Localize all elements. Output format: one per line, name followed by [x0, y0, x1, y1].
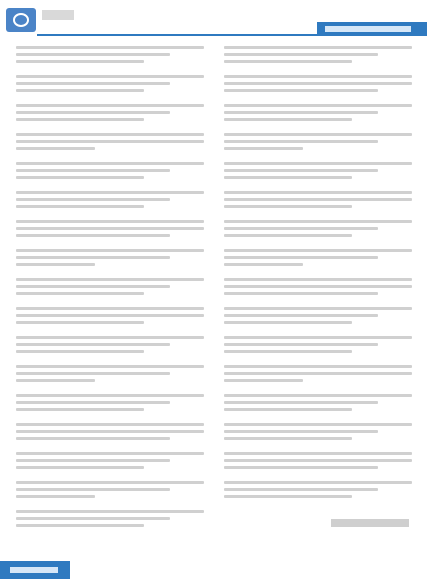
reference-line	[224, 162, 412, 165]
reference-line	[16, 169, 170, 172]
reference-line	[224, 75, 412, 78]
left-reference-column	[16, 46, 204, 538]
header-rule	[37, 34, 317, 36]
reference-line	[224, 437, 352, 440]
reference-line	[224, 176, 352, 179]
reference-line	[16, 524, 144, 527]
reference-entry-placeholder	[224, 249, 412, 273]
reference-line	[16, 459, 170, 462]
reference-line	[224, 89, 378, 92]
reference-line	[16, 249, 204, 252]
reference-entry-placeholder	[16, 481, 204, 505]
reference-line	[16, 89, 144, 92]
journal-header-band	[317, 22, 427, 36]
reference-line	[224, 263, 303, 266]
reference-line	[224, 307, 412, 310]
reference-line	[16, 198, 170, 201]
reference-line	[224, 249, 412, 252]
reference-line	[224, 466, 378, 469]
reference-line	[16, 147, 95, 150]
reference-line	[224, 82, 412, 85]
reference-line	[224, 104, 412, 107]
reference-line	[224, 147, 303, 150]
reference-line	[16, 379, 95, 382]
reference-line	[16, 205, 144, 208]
editor-note-placeholder	[331, 519, 409, 527]
reference-line	[224, 111, 378, 114]
footer-label-tab	[0, 561, 70, 579]
reference-line	[224, 379, 303, 382]
reference-line	[16, 307, 204, 310]
reference-line	[16, 191, 204, 194]
reference-line	[224, 140, 378, 143]
reference-line	[16, 401, 170, 404]
page-footer	[0, 561, 427, 579]
reference-line	[224, 191, 412, 194]
reference-line	[16, 481, 204, 484]
reference-line	[224, 133, 412, 136]
reference-entry-placeholder	[16, 365, 204, 389]
reference-line	[224, 285, 412, 288]
reference-line	[16, 104, 204, 107]
reference-entry-placeholder	[224, 191, 412, 215]
reference-line	[224, 321, 352, 324]
reference-line	[224, 53, 378, 56]
reference-line	[224, 292, 378, 295]
reference-entry-placeholder	[16, 191, 204, 215]
reference-line	[16, 263, 95, 266]
reference-entry-placeholder	[224, 394, 412, 418]
reference-line	[224, 234, 352, 237]
reference-line	[16, 46, 204, 49]
reference-line	[224, 227, 378, 230]
reference-entry-placeholder	[16, 394, 204, 418]
reference-line	[16, 133, 204, 136]
reference-line	[16, 466, 144, 469]
reference-line	[16, 220, 204, 223]
reference-line	[224, 365, 412, 368]
reference-line	[16, 162, 204, 165]
reference-entry-placeholder	[16, 249, 204, 273]
reference-line	[16, 60, 144, 63]
reference-entry-placeholder	[16, 510, 204, 534]
reference-line	[16, 234, 170, 237]
reference-line	[224, 452, 412, 455]
reference-line	[16, 495, 95, 498]
reference-entry-placeholder	[224, 162, 412, 186]
reference-line	[16, 510, 204, 513]
page-header	[0, 0, 427, 42]
reference-entry-placeholder	[16, 278, 204, 302]
reference-line	[224, 336, 412, 339]
reference-line	[224, 430, 378, 433]
reference-line	[224, 488, 378, 491]
reference-line	[16, 343, 170, 346]
reference-line	[224, 205, 352, 208]
reference-line	[16, 517, 170, 520]
page-number-placeholder	[42, 10, 74, 20]
reference-line	[16, 227, 204, 230]
reference-line	[224, 46, 412, 49]
reference-line	[224, 481, 412, 484]
reference-line	[16, 285, 170, 288]
right-reference-column	[224, 46, 412, 538]
reference-line	[16, 408, 144, 411]
reference-entry-placeholder	[224, 365, 412, 389]
reference-line	[16, 82, 170, 85]
reference-entry-placeholder	[16, 104, 204, 128]
reference-line	[16, 430, 204, 433]
reference-entry-placeholder	[16, 423, 204, 447]
reference-line	[16, 452, 204, 455]
reference-entry-placeholder	[224, 307, 412, 331]
reference-line	[224, 314, 378, 317]
reference-entry-placeholder	[16, 307, 204, 331]
reference-entry-placeholder	[224, 278, 412, 302]
reference-line	[16, 111, 170, 114]
reference-entry-placeholder	[16, 133, 204, 157]
journal-header-text-placeholder	[325, 26, 411, 32]
reference-entry-placeholder	[16, 75, 204, 99]
reference-line	[16, 118, 144, 121]
reference-line	[224, 401, 378, 404]
reference-line	[16, 350, 144, 353]
reference-line	[16, 336, 204, 339]
reference-entry-placeholder	[224, 46, 412, 70]
reference-line	[16, 423, 204, 426]
reference-line	[224, 495, 352, 498]
reference-entry-placeholder	[16, 220, 204, 244]
reference-entry-placeholder	[16, 336, 204, 360]
reference-line	[16, 256, 170, 259]
reference-line	[16, 292, 144, 295]
reference-line	[224, 278, 412, 281]
reference-line	[224, 198, 412, 201]
reference-entry-placeholder	[16, 452, 204, 476]
footer-label-placeholder	[10, 567, 58, 573]
journal-logo	[6, 8, 36, 32]
reference-entry-placeholder	[224, 104, 412, 128]
reference-entry-placeholder	[16, 46, 204, 70]
reference-line	[16, 278, 204, 281]
reference-line	[16, 314, 204, 317]
reference-line	[224, 343, 378, 346]
reference-line	[16, 75, 204, 78]
reference-entry-placeholder	[224, 133, 412, 157]
reference-line	[16, 437, 170, 440]
reference-line	[224, 408, 352, 411]
reference-line	[224, 169, 378, 172]
reference-line	[16, 365, 204, 368]
reference-line	[224, 256, 378, 259]
reference-entry-placeholder	[224, 481, 412, 505]
reference-line	[224, 118, 352, 121]
reference-line	[16, 372, 170, 375]
reference-entry-placeholder	[224, 423, 412, 447]
reference-line	[224, 220, 412, 223]
reference-entry-placeholder	[224, 336, 412, 360]
logo-mark-icon	[13, 13, 29, 27]
reference-entry-placeholder	[224, 75, 412, 99]
reference-line	[224, 372, 412, 375]
reference-line	[224, 423, 412, 426]
reference-line	[16, 176, 144, 179]
reference-line	[224, 459, 412, 462]
reference-line	[16, 140, 204, 143]
reference-line	[224, 394, 412, 397]
reference-line	[16, 53, 170, 56]
reference-line	[224, 350, 352, 353]
reference-line	[224, 60, 352, 63]
reference-entry-placeholder	[224, 452, 412, 476]
reference-line	[16, 394, 204, 397]
reference-line	[16, 321, 144, 324]
reference-entry-placeholder	[224, 220, 412, 244]
reference-line	[16, 488, 170, 491]
reference-entry-placeholder	[16, 162, 204, 186]
